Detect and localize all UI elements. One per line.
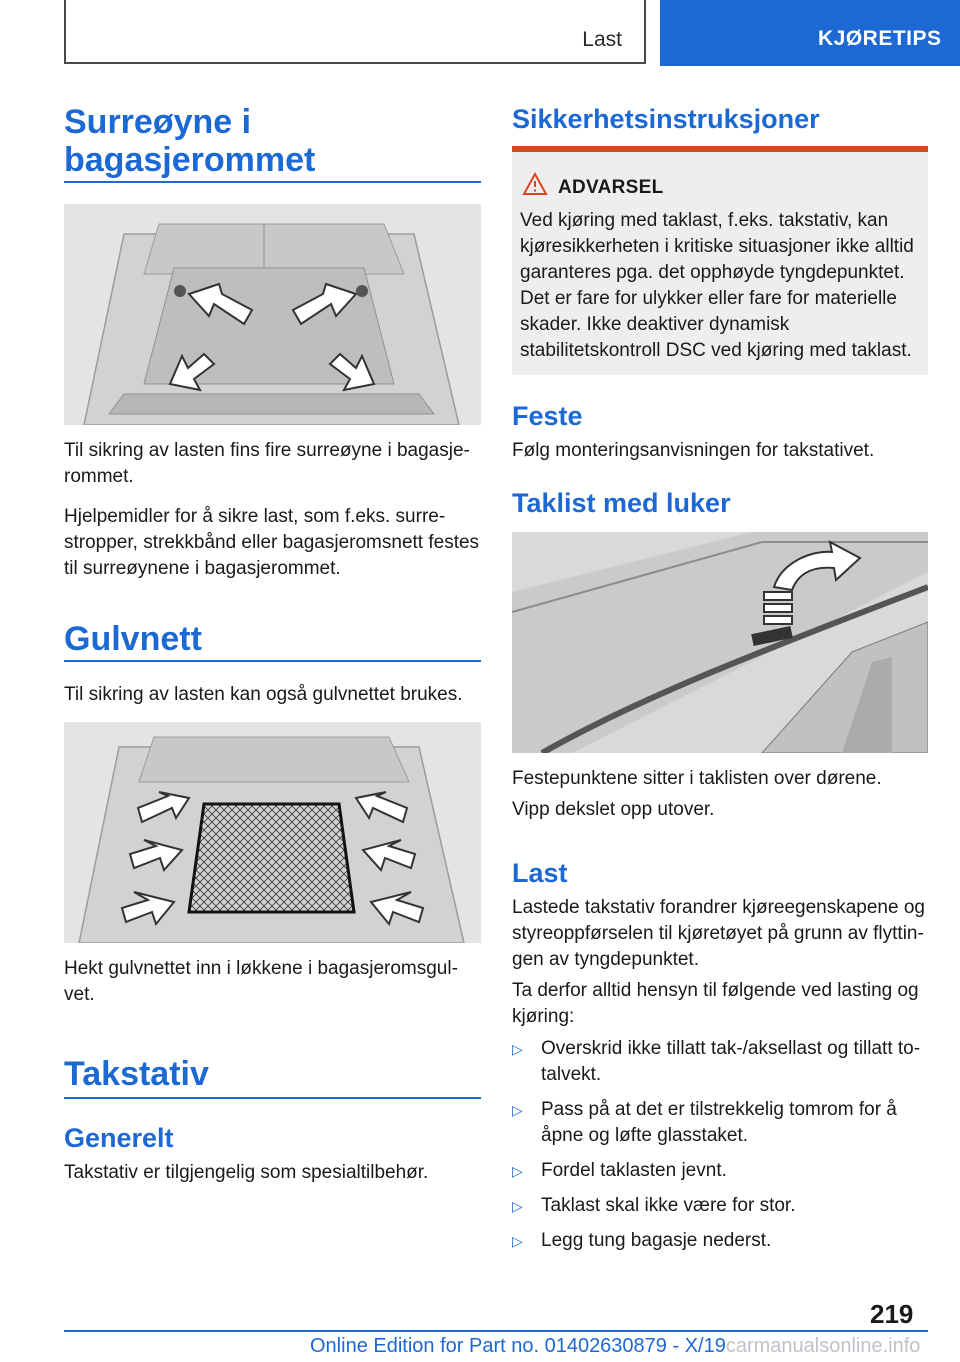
last-bullet-list — [512, 1036, 928, 1263]
triangle-bullet-icon: ▷ — [512, 1233, 523, 1249]
paragraph-surreoyne-1: Til sikring av lasten fins fire surreøyne i bagasjerommet. — [64, 440, 470, 487]
heading-rule — [64, 660, 481, 662]
heading-sikkerhet: Sikkerhetsinstruksjoner — [512, 104, 820, 134]
figure-trunk-tie-downs — [64, 204, 481, 425]
triangle-bullet-icon: ▷ — [512, 1198, 523, 1214]
triangle-bullet-icon: ▷ — [512, 1163, 523, 1179]
heading-surreoyne — [64, 103, 481, 179]
subheading-feste: Feste — [512, 401, 583, 431]
figure-roof-rail — [512, 532, 928, 753]
paragraph-feste: Følg monteringsanvisningen for takstativet. — [512, 440, 875, 461]
list-item — [512, 1097, 928, 1149]
list-item — [512, 1158, 928, 1184]
paragraph-gulvnett-1: Til sikring av lasten kan også gulvnettet brukes. — [64, 684, 463, 705]
list-item-text: Overskrid ikke tillatt tak-/aksellast og tillatt totalvekt. — [541, 1038, 921, 1085]
warning-text: Ved kjøring med taklast, f.eks. takstativ, kan kjøresikkerheten i kritiske situasjoner ikke alltid garanteres pga. det opphøyde tyngdepunktet. Det er fare for ulykker eller fare for materielle skader. Ikke deaktiver dynamisk stabilitetskontroll DSC ved kjøring med taklast. — [520, 210, 914, 361]
footer-edition-text: Online Edition for Part no. 01402630879 - X/19 — [310, 1335, 726, 1357]
heading-surreoyne-line2: bagasjerommet — [64, 141, 316, 179]
header-chapter-tab: KJØRETIPS — [660, 0, 960, 66]
paragraph-generelt: Takstativ er tilgjengelig som spesialtilbehør. — [64, 1162, 429, 1183]
subheading-generelt: Generelt — [64, 1123, 174, 1153]
header-section-label: Last — [582, 28, 622, 51]
footer-edition — [310, 1335, 920, 1358]
subheading-taklist: Taklist med luker — [512, 488, 731, 518]
list-item — [512, 1228, 928, 1254]
footer-watermark: carmanualsonline.info — [725, 1335, 921, 1357]
heading-surreoyne-line1: Surreøyne i — [64, 103, 252, 141]
heading-rule — [64, 1097, 481, 1099]
triangle-bullet-icon: ▷ — [512, 1041, 523, 1057]
paragraph-surreoyne-2: Hjelpemidler for å sikre last, som f.eks. surrestropper, strekkbånd eller bagasjeromsnett festes til surreøynene i bagasjerommet. — [64, 506, 480, 579]
subheading-last: Last — [512, 858, 568, 888]
warning-label: ADVARSEL — [558, 177, 664, 198]
warning-box — [512, 146, 928, 375]
paragraph-taklist-1: Festepunktene sitter i taklisten over dørene. — [512, 768, 882, 789]
heading-gulvnett: Gulvnett — [64, 620, 202, 658]
list-item-text: Pass på at det er tilstrekkelig tomrom for å åpne og løfte glasstaket. — [541, 1099, 897, 1146]
heading-rule — [64, 181, 481, 183]
list-item-text: Fordel taklasten jevnt. — [541, 1160, 727, 1181]
list-item-text: Legg tung bagasje nederst. — [541, 1230, 772, 1251]
list-item-text: Taklast skal ikke være for stor. — [541, 1195, 796, 1216]
triangle-bullet-icon: ▷ — [512, 1102, 523, 1118]
page-number: 219 — [870, 1299, 914, 1329]
paragraph-last-1: Lastede takstativ forandrer kjøreegenskapene og styreoppførselen til kjøretøyet på grunn av flyttingen av tyngdepunktet. — [512, 897, 925, 970]
list-item — [512, 1036, 928, 1088]
footer-rule — [64, 1330, 928, 1332]
list-item — [512, 1193, 928, 1219]
figure-floor-net — [64, 722, 481, 943]
warning-triangle-icon — [522, 172, 548, 201]
paragraph-last-2: Ta derfor alltid hensyn til følgende ved lasting og kjøring: — [512, 980, 919, 1027]
header-box — [64, 0, 646, 64]
heading-takstativ: Takstativ — [64, 1055, 209, 1093]
paragraph-taklist-2: Vipp dekslet opp utover. — [512, 799, 715, 820]
paragraph-gulvnett-2: Hekt gulvnettet inn i løkkene i bagasjeromsgulvet. — [64, 958, 458, 1005]
